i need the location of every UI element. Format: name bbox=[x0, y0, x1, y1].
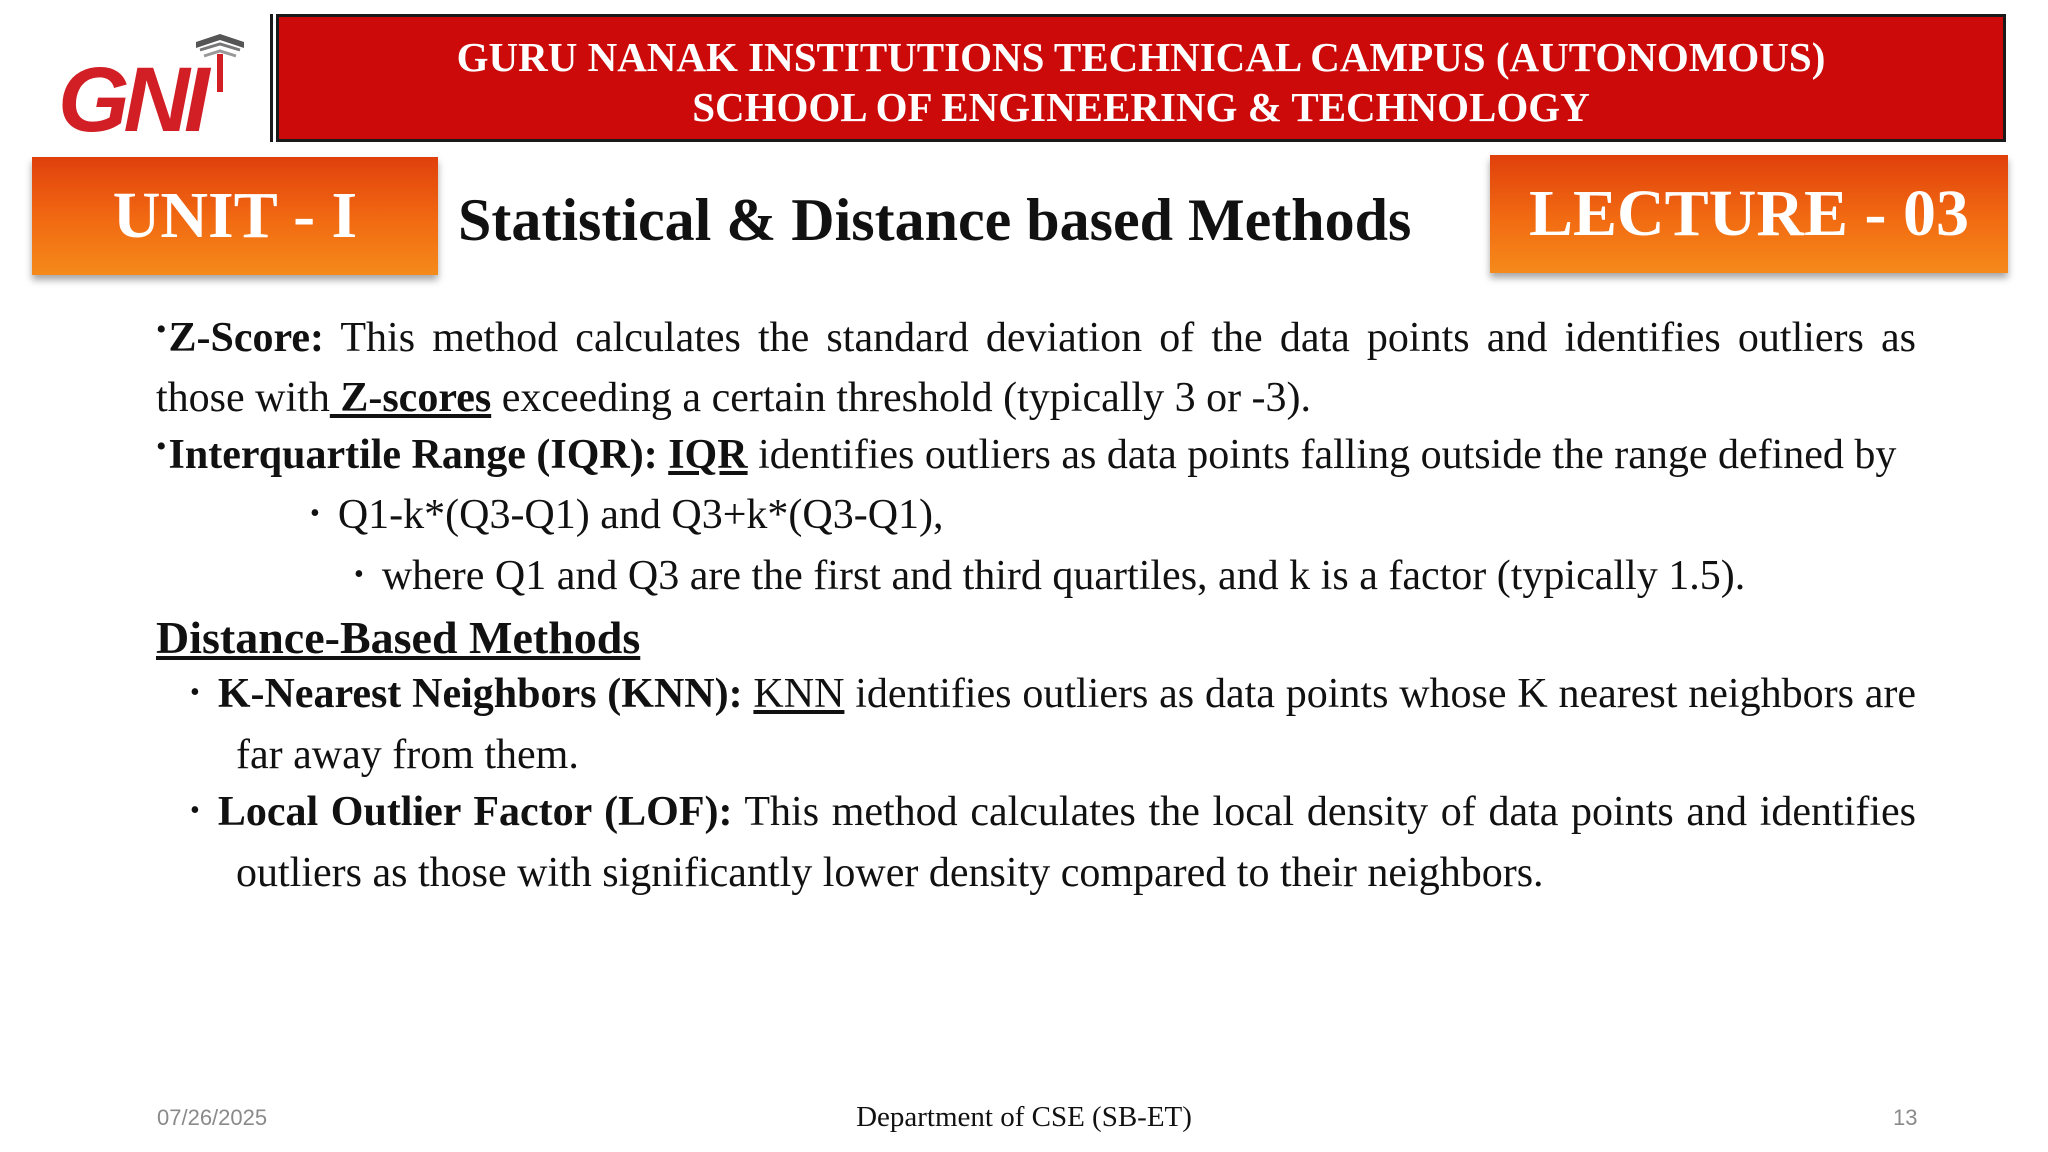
knn-text: identifies outliers as data points whose K nearest neighbors are far away from them. bbox=[236, 671, 1917, 778]
footer-date: 07/26/2025 bbox=[157, 1105, 268, 1130]
institution-header bbox=[276, 14, 2006, 142]
section-heading: Distance-Based Methods bbox=[156, 612, 641, 663]
iqr-formula bbox=[156, 487, 1916, 548]
iqr-term: Interquartile Range (IQR): bbox=[168, 432, 658, 478]
lecture-badge: LECTURE - 03 bbox=[1490, 155, 2008, 273]
bullet-icon: • bbox=[354, 559, 364, 590]
knn-term: K-Nearest Neighbors (KNN): bbox=[217, 671, 743, 717]
bullet-icon: • bbox=[156, 313, 167, 346]
zscore-term: Z-Score: bbox=[168, 315, 325, 361]
footer-department: Department of CSE (SB-ET) bbox=[856, 1101, 1192, 1133]
zscores-link[interactable]: Z-scores bbox=[329, 375, 492, 421]
bullet-icon: • bbox=[156, 430, 167, 463]
bullet-icon: • bbox=[190, 677, 200, 708]
iqr-link[interactable]: IQR bbox=[668, 432, 748, 478]
institution-name: GURU NANAK INSTITUTIONS TECHNICAL CAMPUS (AUTONOMOUS) bbox=[456, 34, 1826, 80]
unit-badge: UNIT - I bbox=[32, 157, 438, 275]
iqr-text: identifies outliers as data points falling outside the range defined by bbox=[747, 432, 1897, 478]
lof-item bbox=[156, 784, 1916, 902]
page-number: 13 bbox=[1893, 1105, 1918, 1130]
iqr-note bbox=[156, 548, 1916, 609]
iqr-item bbox=[156, 427, 1916, 487]
bullet-icon: • bbox=[310, 498, 320, 529]
iqr-formula-text: Q1-k*(Q3-Q1) and Q3+k*(Q3-Q1), bbox=[337, 492, 944, 538]
school-name: SCHOOL OF ENGINEERING & TECHNOLOGY bbox=[692, 84, 1590, 130]
slide-body bbox=[156, 310, 1916, 902]
book-icon bbox=[190, 24, 250, 94]
lof-text: This method calculates the local density of data points and identifies outliers as those with significantly lower density compared to their neighbors. bbox=[236, 789, 1916, 896]
iqr-note-text: where Q1 and Q3 are the first and third quartiles, and k is a factor (typically 1.5). bbox=[381, 553, 1746, 599]
lof-term: Local Outlier Factor (LOF): bbox=[217, 789, 733, 835]
gni-logo bbox=[52, 24, 262, 151]
slide-title: Statistical & Distance based Methods bbox=[458, 187, 1412, 253]
zscore-text-end: exceeding a certain threshold (typically 3 or -3). bbox=[491, 375, 1312, 421]
logo-text: GNI bbox=[58, 49, 204, 151]
zscore-item bbox=[156, 310, 1916, 427]
knn-link[interactable]: KNN bbox=[753, 671, 845, 717]
bullet-icon: • bbox=[190, 795, 200, 826]
knn-item bbox=[156, 666, 1916, 784]
zscore-text: This method calculates the standard deviation of the data points and identifies outliers as those with bbox=[156, 315, 1916, 421]
